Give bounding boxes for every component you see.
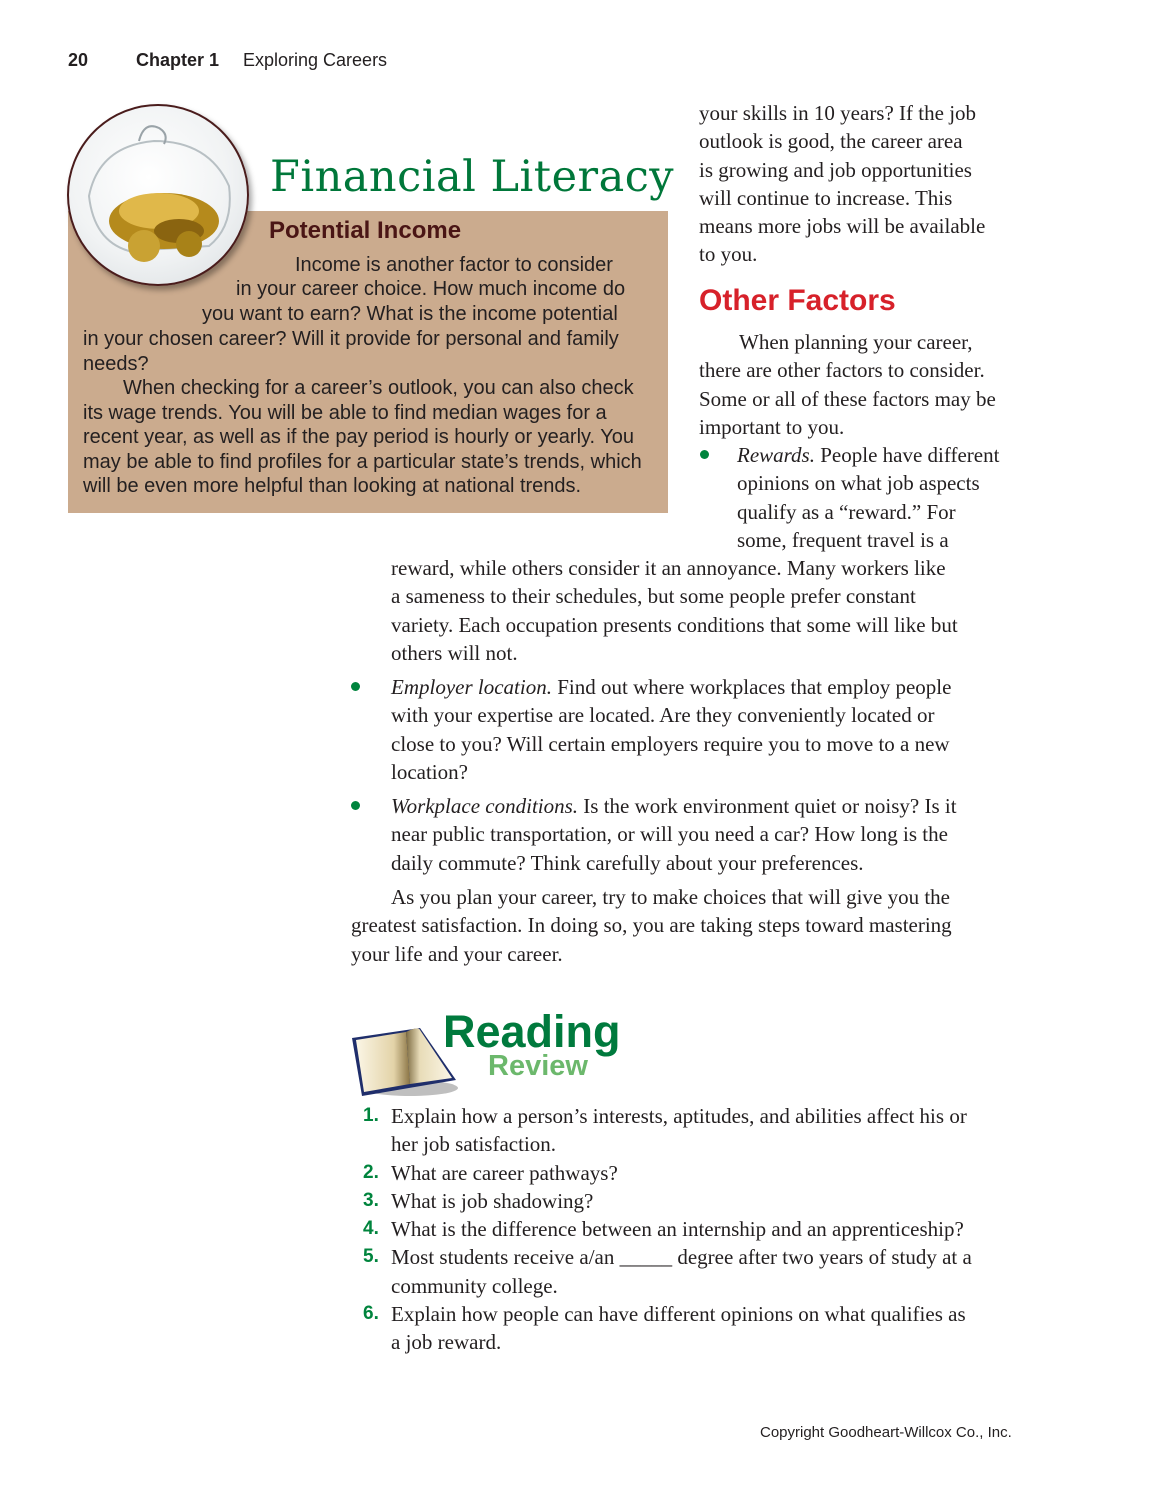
text-line: near public transportation, or will you need a car? How long is the: [391, 822, 948, 847]
question-text: [391, 1159, 618, 1187]
feature-text: [83, 327, 619, 376]
text-line: a job reward.: [391, 1330, 502, 1355]
page-number: 20: [68, 50, 89, 70]
text-line: What are career pathways?: [391, 1160, 618, 1185]
text-line: greatest satisfaction. In doing so, you are taking steps toward mastering: [351, 913, 952, 938]
bullet-text: [391, 673, 951, 786]
review-question: [363, 1300, 972, 1357]
question-number: 6.: [363, 1303, 379, 1325]
section-heading: Other Factors: [699, 284, 896, 317]
text-line: daily commute? Think carefully about your preferences.: [391, 850, 864, 875]
reading-review-subtitle: Review: [488, 1050, 588, 1082]
review-question: [363, 1243, 972, 1300]
feature-text: [236, 277, 625, 302]
text-line: When checking for a career’s outlook, you can also check: [123, 377, 634, 399]
feature-subtitle: Potential Income: [269, 217, 462, 244]
text: Is the work environment quiet or noisy? Is it: [578, 794, 957, 818]
chapter-label: Chapter 1: [136, 50, 220, 70]
text-line: [391, 792, 957, 820]
bullet-text: [391, 792, 957, 877]
body-paragraph: [699, 99, 985, 269]
text-line: Most students receive a/an _____ degree after two years of study at a: [391, 1245, 972, 1270]
question-text: [391, 1187, 593, 1215]
text-line: will be even more helpful than looking at national trends.: [83, 475, 582, 498]
bullet-icon: [700, 450, 709, 459]
text-line: outlook is good, the career area: [699, 129, 963, 154]
text-line: Explain how a person’s interests, aptitudes, and abilities affect his or: [391, 1104, 967, 1128]
text: Find out where workplaces that employ people: [551, 675, 952, 699]
text-line: you want to earn? What is the income potential: [202, 303, 618, 325]
text-line: others will not.: [391, 640, 518, 665]
bullet-icon: [351, 801, 360, 810]
chapter-title: Exploring Careers: [243, 50, 388, 70]
question-text: [391, 1102, 967, 1159]
text-line: your life and your career.: [351, 941, 563, 966]
text-line: her job satisfaction.: [391, 1132, 557, 1157]
text-line: recent year, as well as if the pay period is hourly or yearly. You: [83, 426, 635, 449]
text-line: some, frequent travel is a: [737, 527, 949, 552]
text-line: to you.: [699, 242, 758, 267]
review-questions: [363, 1102, 972, 1357]
text-line: Some or all of these factors may be: [699, 386, 996, 411]
feature-text: [202, 302, 618, 327]
question-number: 5.: [363, 1246, 379, 1268]
text-line: What is the difference between an internship and an apprenticeship?: [391, 1217, 964, 1242]
bullet-icon: [351, 682, 360, 691]
review-question: [363, 1187, 972, 1215]
reading-review-title: Reading: [443, 1006, 621, 1057]
question-text: [391, 1243, 972, 1300]
question-number: 2.: [363, 1161, 379, 1183]
text-line: there are other factors to consider.: [699, 358, 985, 383]
term: Rewards.: [737, 443, 815, 467]
piggy-bank-image: [67, 104, 249, 286]
question-number: 3.: [363, 1189, 379, 1211]
question-number: 1.: [363, 1105, 379, 1126]
text-line: opinions on what job aspects: [737, 471, 980, 496]
body-paragraph: [351, 883, 952, 968]
question-text: [391, 1215, 964, 1243]
text-line: your skills in 10 years? If the job: [699, 101, 977, 125]
text-line: needs?: [83, 352, 149, 375]
text-line: qualify as a “reward.” For: [737, 499, 956, 524]
text-line: As you plan your career, try to make choices that will give you the: [391, 885, 950, 909]
body-paragraph: [699, 328, 996, 441]
text-line: Income is another factor to consider: [295, 254, 613, 276]
bullet-text: [737, 441, 999, 554]
term: Workplace conditions.: [391, 794, 579, 818]
feature-text: [295, 253, 613, 278]
review-question: [363, 1159, 972, 1187]
review-question: [363, 1215, 972, 1243]
text-line: its wage trends. You will be able to find median wages for a: [83, 401, 607, 424]
text-line: important to you.: [699, 414, 845, 439]
text: People have different: [814, 443, 1000, 467]
text-line: may be able to find profiles for a particular state’s trends, which: [83, 450, 642, 473]
text-line: reward, while others consider it an annoyance. Many workers like: [391, 556, 946, 580]
text-line: When planning your career,: [739, 330, 973, 354]
question-text: [391, 1300, 966, 1357]
text-line: [391, 673, 951, 701]
text-line: [737, 441, 999, 469]
feature-text: [83, 376, 642, 499]
text-line: community college.: [391, 1273, 558, 1298]
text-line: Explain how people can have different opinions on what qualifies as: [391, 1302, 966, 1327]
text-line: is growing and job opportunities: [699, 157, 972, 182]
term: Employer location.: [391, 675, 552, 699]
feature-title: Financial Literacy: [270, 152, 675, 202]
text-line: location?: [391, 759, 468, 784]
question-number: 4.: [363, 1218, 379, 1240]
bullet-text: [391, 554, 958, 667]
text-line: variety. Each occupation presents conditions that some will like but: [391, 612, 958, 637]
review-question: [363, 1102, 972, 1159]
text-line: a sameness to their schedules, but some people prefer constant: [391, 584, 916, 609]
text-line: with your expertise are located. Are they conveniently located or: [391, 703, 935, 728]
text-line: means more jobs will be available: [699, 214, 986, 239]
text-line: What is job shadowing?: [391, 1188, 594, 1213]
text-line: will continue to increase. This: [699, 185, 953, 210]
text-line: in your career choice. How much income do: [236, 278, 626, 300]
copyright: Copyright Goodheart-Willcox Co., Inc.: [760, 1424, 1012, 1441]
text-line: close to you? Will certain employers require you to move to a new: [391, 731, 950, 756]
text-line: in your chosen career? Will it provide for personal and family: [83, 328, 619, 350]
